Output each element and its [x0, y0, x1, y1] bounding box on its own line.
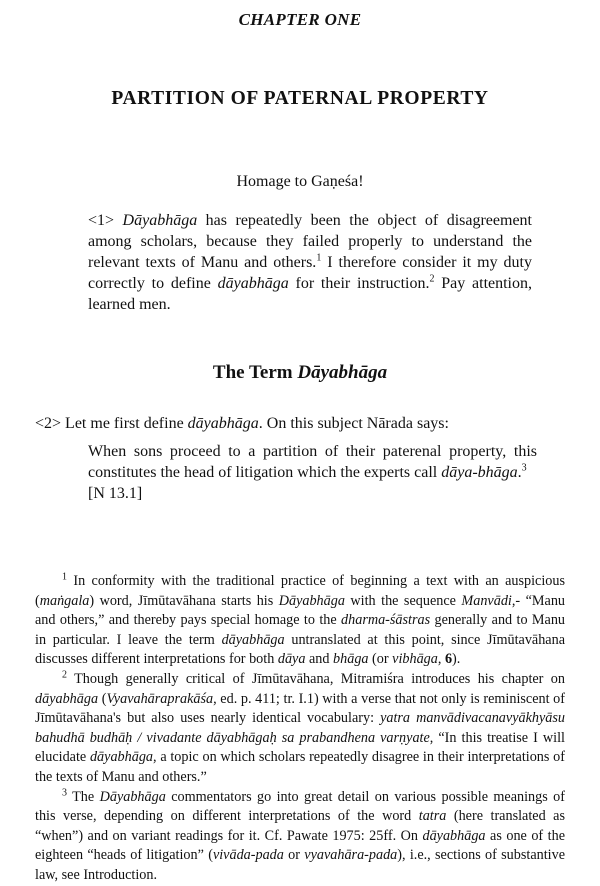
footnote-text: In conformity with the traditional practice of beginning a text with an auspicious ( [35, 573, 565, 609]
footnote-text: (or [368, 651, 393, 668]
paragraph-2 [35, 413, 555, 434]
footnote-text: untranslated at this point, since Jīmūtavāhana discusses different interpretations for both [35, 631, 565, 668]
term-italic: Dāyabhāga [278, 592, 345, 609]
footnote-text: The [67, 788, 100, 805]
term-italic: dāyabhāga [35, 690, 99, 707]
paragraph-text: I therefore consider it my duty correctly to define [88, 254, 533, 292]
footnote-number: 2 [62, 669, 67, 681]
term-italic: vivāda-pada [212, 847, 284, 864]
term-italic: Dāyabhāga [122, 212, 198, 229]
sanskrit-verse: yatra manvādivacanavyākhyāsu bahudhā budhāḥ / vivadante dāyabhāgaḥ sa prabandhena varṇyate [35, 710, 565, 746]
footnote-marker: 3 [521, 462, 527, 474]
paragraph-text: has repeatedly been the object of disagreement among scholars, because they failed properly to understand the relevant texts of Manu and others. [88, 212, 532, 271]
term-italic: vibhāga [392, 651, 438, 668]
homage-line: Homage to Gaṇeśa! [236, 173, 364, 190]
term-italic: dāyabhāga [221, 631, 285, 648]
footnote-text: (here translated as “when”) and on variant readings for it. Cf. Pawate 1975: 25ff. On [35, 808, 565, 844]
term-italic: dharma-śāstras [341, 612, 431, 629]
paragraph-text: Pay attention, learned men. [88, 275, 533, 313]
footnote-text: ), i.e., sections of substantive law, see Introduction. [35, 847, 565, 883]
footnote-text: ( [98, 690, 107, 707]
footnote-2 [35, 670, 565, 788]
term-italic: dāya [277, 651, 306, 668]
footnote-text: , ed. p. 411; tr. I.1) with a verse that not only is reminiscent of Jīmūtavāhana's but also uses nearly identical vocabulary: [35, 690, 565, 727]
footnote-text: ,- “Manu and others,” and thereby pays special homage to the [35, 592, 566, 629]
footnote-text: ) word, Jīmūtavāhana starts his [89, 592, 279, 609]
footnote-text: and [305, 651, 334, 668]
paragraph-text: Let me first define [61, 415, 188, 432]
quote-text: . [517, 464, 522, 481]
footnote-number: 3 [62, 786, 67, 798]
term-italic: dāyabhāga [217, 275, 289, 292]
term-italic: tatra [418, 808, 447, 825]
footnote-text: , “In this treatise I will elucidate [35, 729, 565, 766]
footnote-1 [35, 572, 565, 670]
quote-text: When sons proceed to a partition of their paterenal property, this constitutes the head of litigation which the experts call [88, 443, 537, 481]
term-italic: maṅgala [39, 592, 90, 609]
heading-prefix: The Term [212, 362, 298, 383]
heading-term: Dāyabhāga [297, 362, 388, 383]
footnote-text: with the sequence [344, 592, 462, 609]
footnote-text: or [283, 847, 305, 864]
term-italic: vyavahāra-pada [304, 847, 398, 864]
section-heading [0, 362, 600, 384]
paragraph-text: . On this subject Nārada says: [258, 415, 449, 432]
paragraph-1 [88, 210, 532, 315]
paragraph-number: <1> [88, 212, 115, 229]
footnote-text: , a topic on which scholars repeatedly disagree in their interpretations of the texts of Manu and others.” [35, 749, 565, 785]
quote-reference: [N 13.1] [88, 485, 143, 502]
term-italic: Dāyabhāga [99, 788, 166, 805]
footnotes-section [35, 572, 565, 886]
footnote-text: ). [452, 651, 461, 668]
term-italic: dāya-bhāga [441, 464, 518, 481]
paragraph-number: <2> [35, 415, 62, 432]
footnote-text: , [437, 651, 445, 668]
footnote-text: generally and to Manu in particular. I leave the term [35, 612, 566, 648]
term-italic: bhāga [333, 651, 369, 668]
term-italic: Manvādi [461, 592, 512, 609]
paragraph-text: for their instruction. [288, 275, 430, 292]
term-italic: dāyabhāga [422, 827, 486, 844]
chapter-label: CHAPTER ONE [238, 10, 362, 29]
footnote-3 [35, 788, 565, 886]
block-quote [88, 441, 537, 504]
term-italic: dāyabhāga [89, 749, 154, 766]
term-italic: Vyavahāraprakāśa [106, 690, 214, 707]
term-italic: dāyabhāga [187, 415, 259, 432]
footnote-number: 1 [62, 571, 67, 583]
footnote-marker: 2 [429, 273, 435, 285]
footnote-text: Though generally critical of Jīmūtavāhana, Mitramiśra introduces his chapter on [67, 670, 565, 687]
footnote-text: commentators go into great detail on various possible meanings of this verse, depending on different interpretations of the word [35, 788, 565, 825]
footnote-text: as one of the eighteen “heads of litigation” ( [35, 827, 565, 864]
paragraph-reference: 6 [444, 651, 453, 668]
chapter-title: PARTITION OF PATERNAL PROPERTY [111, 88, 489, 109]
footnote-marker: 1 [316, 252, 322, 264]
